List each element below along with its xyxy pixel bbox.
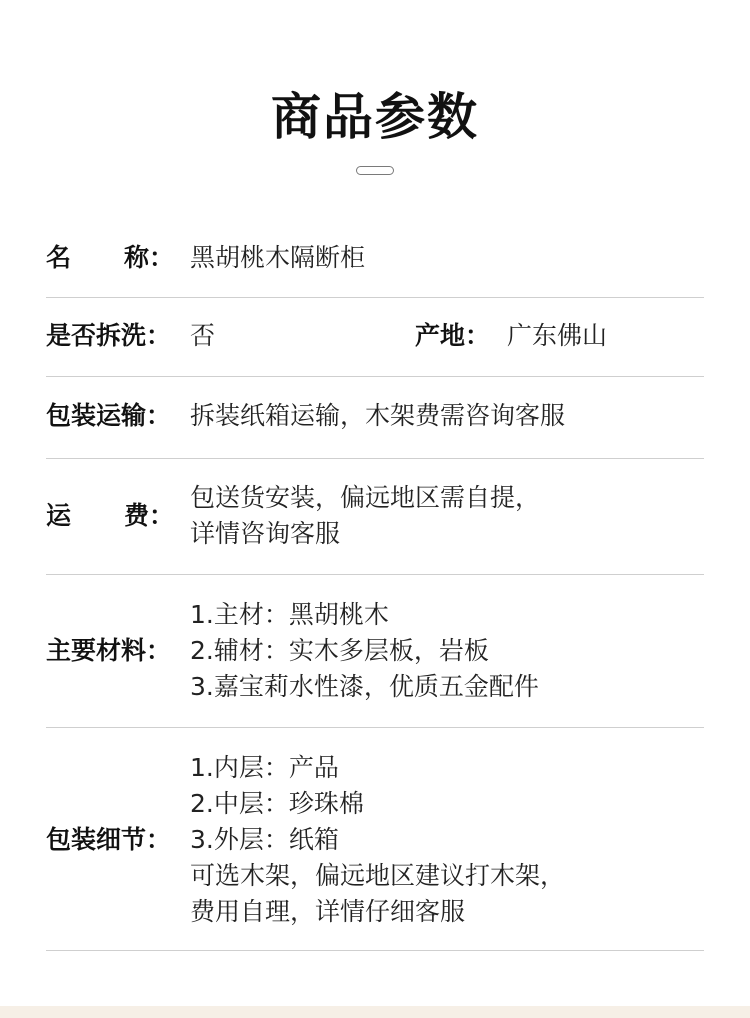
value-line: 3.嘉宝莉水性漆，优质五金配件 (190, 672, 539, 701)
row-label: 包装运输： (46, 401, 172, 430)
row-label (46, 240, 174, 276)
row-value (190, 480, 540, 552)
page-title: 商品参数 (271, 88, 479, 146)
value-line: 2.辅材：实木多层板，岩板 (190, 636, 489, 665)
row-package-detail (46, 750, 704, 930)
row-label: 包装细节： (46, 825, 172, 854)
value-line: 1.内层：产品 (190, 753, 339, 782)
value-line: 1.主材：黑胡桃木 (190, 600, 389, 629)
row-product-name (46, 240, 704, 276)
divider (46, 950, 704, 951)
row-value: 拆装纸箱运输，木架费需咨询客服 (190, 401, 566, 430)
divider (46, 458, 704, 459)
value-line: 包送货安装，偏远地区需自提， (190, 483, 541, 512)
row-value (190, 597, 539, 705)
row-label: 主要材料： (46, 636, 172, 665)
row-shipping (46, 480, 704, 552)
value-line: 2.中层：珍珠棉 (190, 789, 364, 818)
divider (46, 727, 704, 728)
value-line: 详情咨询客服 (190, 519, 341, 548)
row-material (46, 597, 704, 705)
row-label (46, 498, 174, 534)
value-line: 可选木架，偏远地区建议打木架， (190, 861, 566, 890)
row-washable (46, 318, 704, 354)
row-label: 是否拆洗： (46, 321, 172, 350)
row-value (190, 750, 565, 930)
title-divider (356, 166, 394, 175)
origin-value: 广东佛山 (507, 321, 608, 350)
value-line: 3.外层：纸箱 (190, 825, 339, 854)
row-value: 黑胡桃木隔断柜 (190, 243, 366, 272)
row-value: 否 (190, 321, 216, 350)
label-part: 费： (123, 501, 174, 530)
label-part: 名 (46, 243, 72, 272)
divider (46, 376, 704, 377)
label-part: 称： (123, 243, 174, 272)
divider (46, 574, 704, 575)
row-packing (46, 398, 704, 434)
origin-label: 产地： (415, 321, 491, 350)
label-part: 运 (46, 501, 72, 530)
bottom-band (0, 1006, 750, 1018)
divider (46, 297, 704, 298)
value-line: 费用自理，详情仔细客服 (190, 897, 466, 926)
